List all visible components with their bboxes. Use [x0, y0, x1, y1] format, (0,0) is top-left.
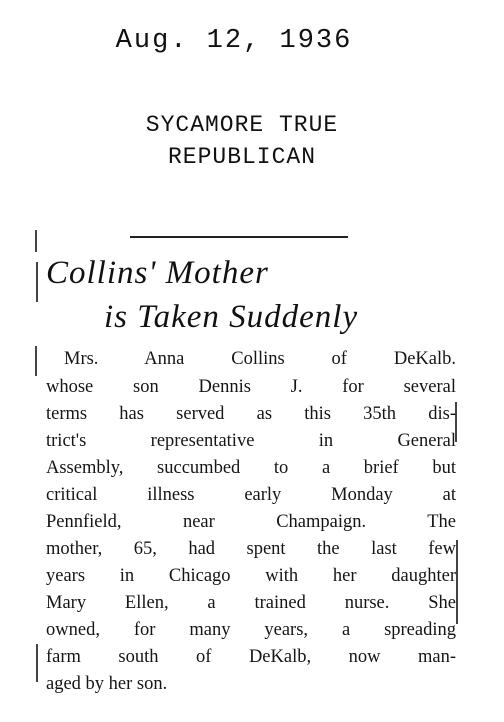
article-line: whose son Dennis J. for several: [46, 377, 456, 397]
article-line: Mary Ellen, a trained nurse. She: [46, 593, 456, 613]
clipping-date: Aug. 12, 1936: [115, 26, 353, 56]
clipping-edge-mark: [36, 644, 38, 682]
newspaper-name-line-1: SYCAMORE TRUE: [145, 112, 339, 138]
article-line: Pennfield, near Champaign. The: [46, 512, 456, 532]
article-line: mother, 65, had spent the last few: [46, 539, 456, 559]
headline-line-1: Collins' Mother: [46, 255, 269, 291]
article-line: farm south of DeKalb, now man-: [46, 647, 456, 667]
article-line: aged by her son.: [46, 674, 168, 694]
article-line: terms has served as this 35th dis-: [46, 404, 456, 424]
article-line: critical illness early Monday at: [46, 485, 456, 505]
clipping-edge-mark: [456, 540, 458, 624]
article-line: years in Chicago with her daughter: [46, 566, 456, 586]
clipping-top-rule: [130, 236, 348, 238]
clipping-edge-mark: [35, 346, 37, 376]
article-line: Assembly, succumbed to a brief but: [46, 458, 456, 478]
clipping-edge-mark: [36, 262, 38, 302]
newspaper-name-line-2: REPUBLICAN: [167, 144, 317, 170]
headline-line-2: is Taken Suddenly: [104, 299, 359, 335]
clipping-edge-mark: [35, 230, 37, 252]
article-line: Mrs. Anna Collins of DeKalb.: [64, 349, 456, 369]
article-line: trict's representative in General: [46, 431, 456, 451]
article-line: owned, for many years, a spreading: [46, 620, 456, 640]
